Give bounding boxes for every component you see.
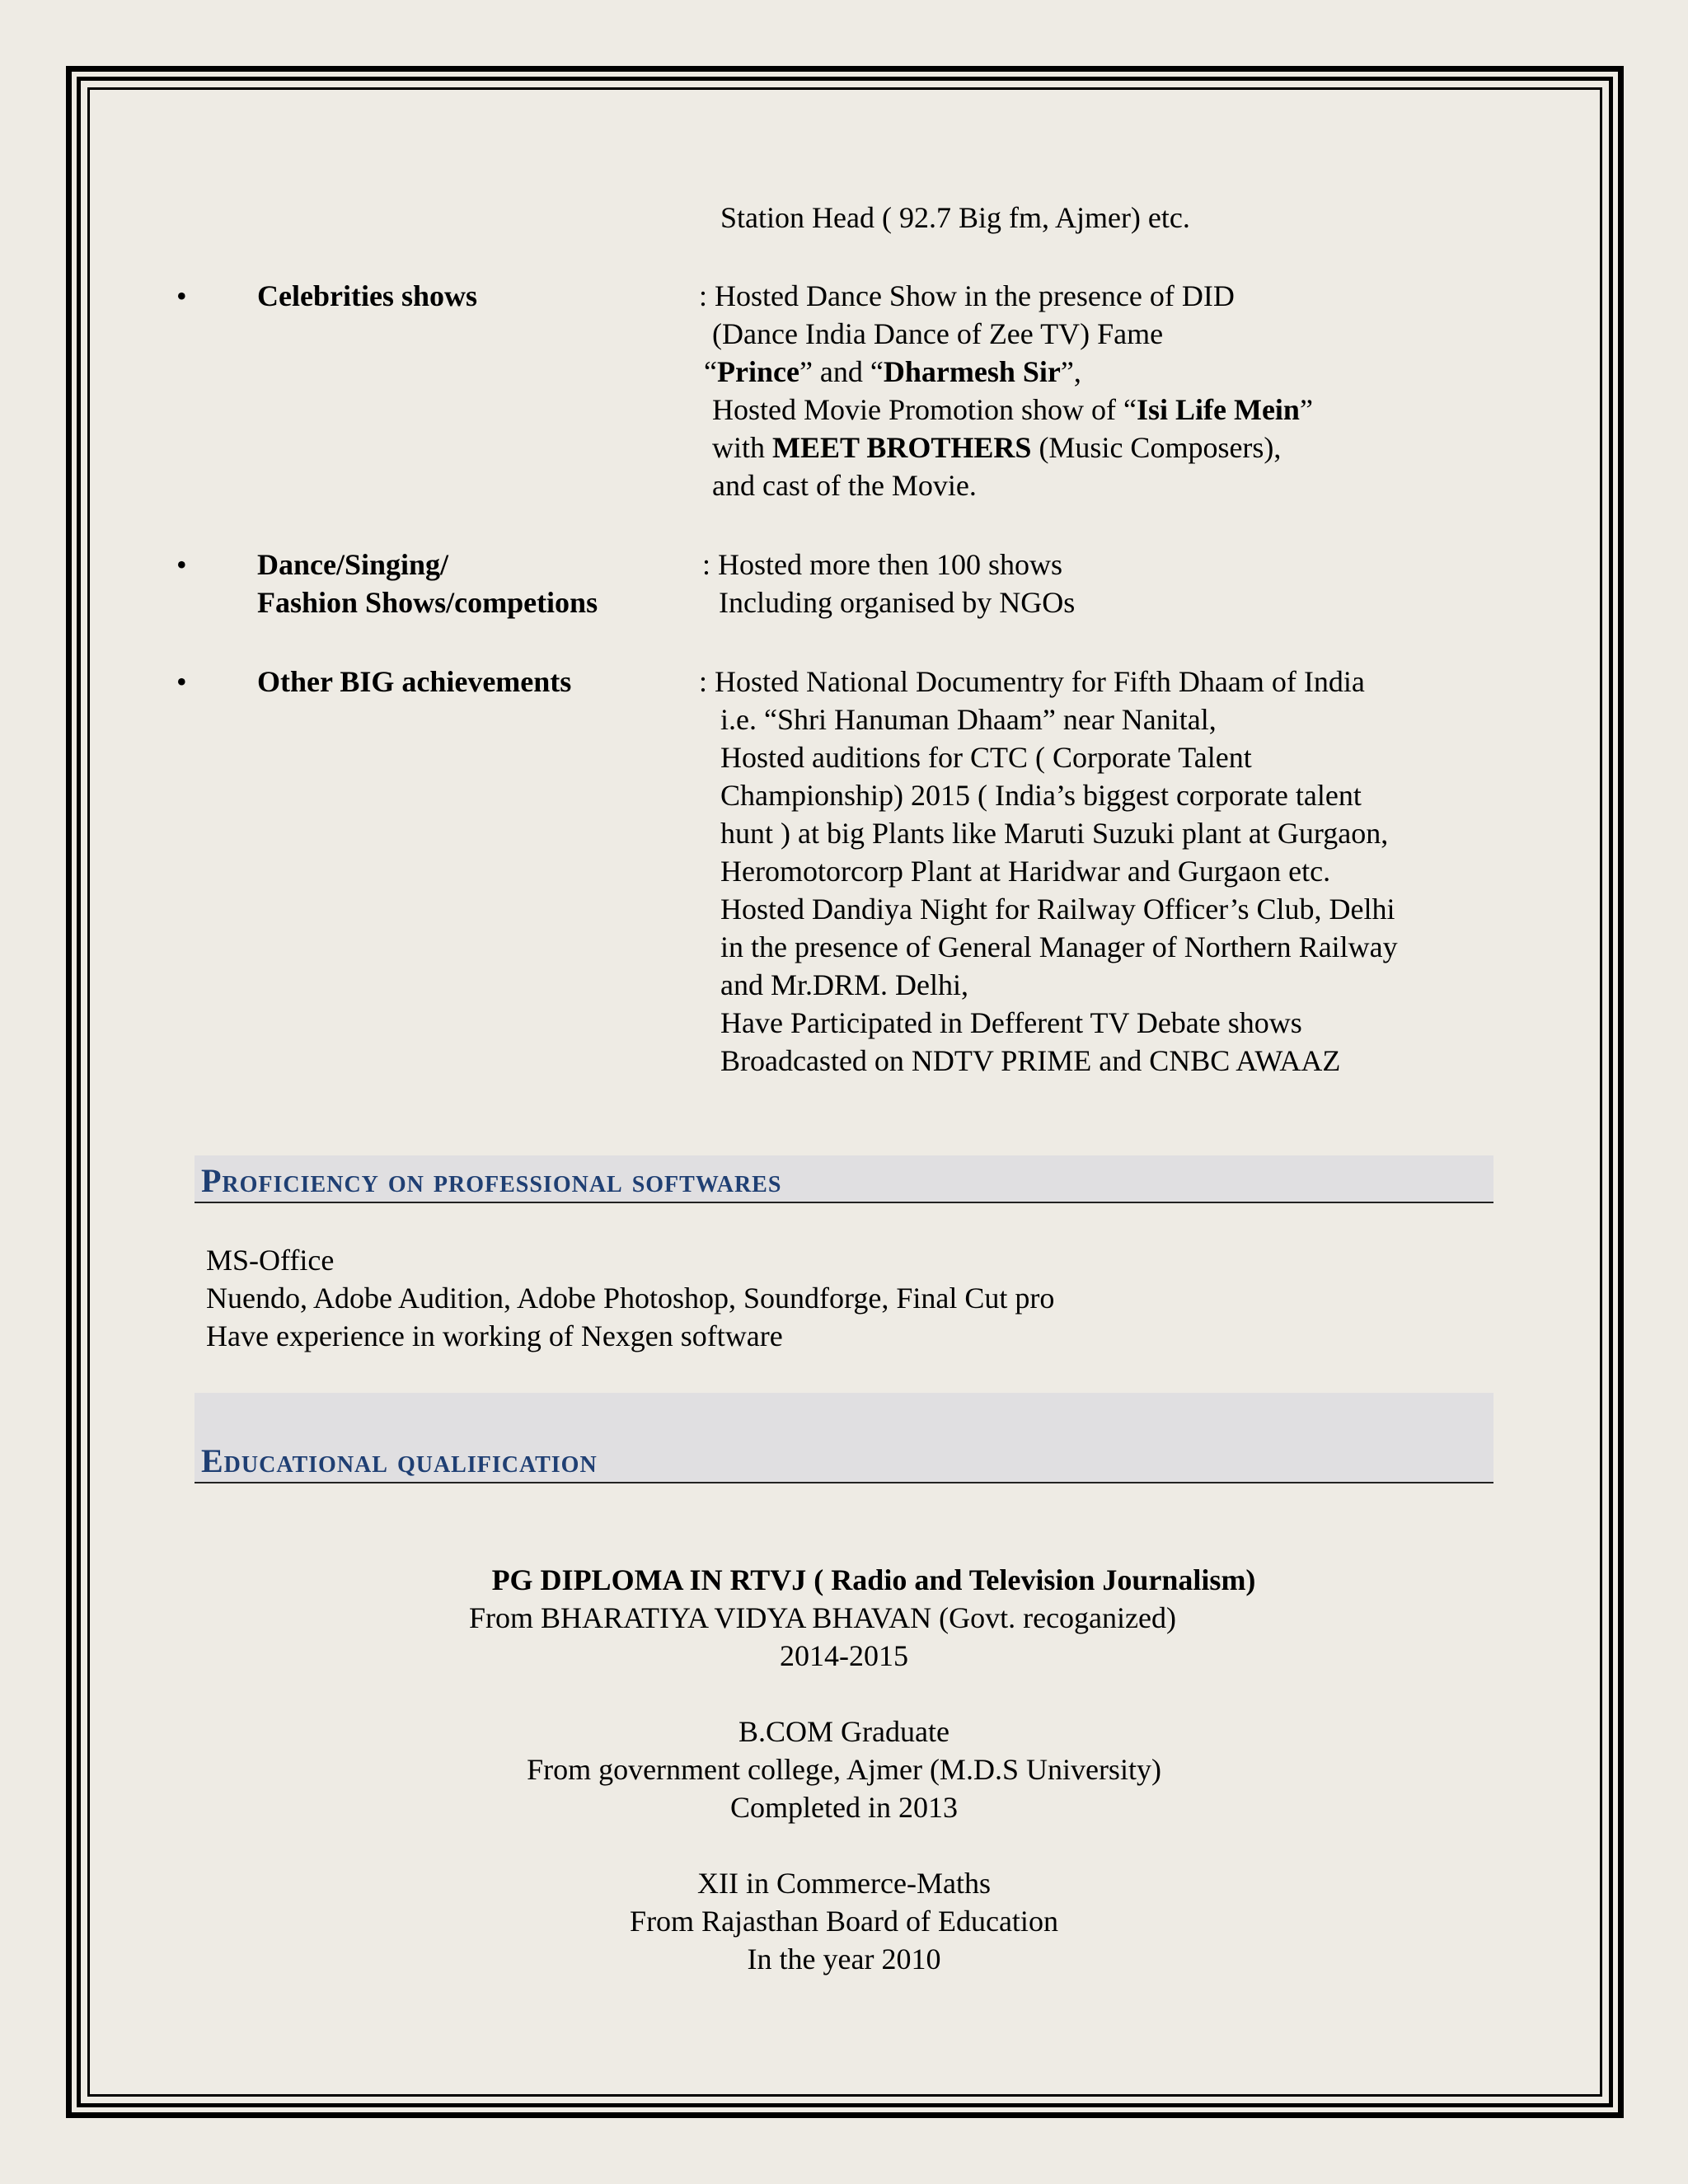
achievement-detail: Championship) 2015 ( India’s biggest corporate talent xyxy=(720,779,1362,812)
education-degree: XII in Commerce-Maths xyxy=(697,1867,991,1900)
education-year: 2014-2015 xyxy=(780,1639,908,1672)
achievement-detail: i.e. “Shri Hanuman Dhaam” near Nanital, xyxy=(720,703,1217,736)
section-heading-software: Proficiency on professional softwares xyxy=(201,1162,782,1199)
achievement-detail: : Hosted Dance Show in the presence of DID xyxy=(699,279,1235,312)
achievement-detail: and cast of the Movie. xyxy=(712,469,977,502)
section-heading-education: Educational qualification xyxy=(201,1442,598,1479)
education-institution: From BHARATIYA VIDYA BHAVAN (Govt. recoganized) xyxy=(469,1601,1176,1634)
education-degree: B.COM Graduate xyxy=(738,1715,950,1748)
achievement-detail-rich: with MEET BROTHERS (Music Composers), xyxy=(712,431,1282,464)
bullet: • xyxy=(176,279,187,312)
achievement-detail: in the presence of General Manager of Northern Railway xyxy=(720,930,1398,963)
achievement-label: Dance/Singing/ xyxy=(257,548,449,581)
continuation-line: Station Head ( 92.7 Big fm, Ajmer) etc. xyxy=(720,201,1190,234)
education-institution: From government college, Ajmer (M.D.S University) xyxy=(527,1753,1161,1786)
achievement-detail: hunt ) at big Plants like Maruti Suzuki plant at Gurgaon, xyxy=(720,817,1389,850)
achievement-detail-rich: “Prince” and “Dharmesh Sir”, xyxy=(704,355,1081,388)
software-line: Nuendo, Adobe Audition, Adobe Photoshop, Soundforge, Final Cut pro xyxy=(206,1282,1055,1315)
achievement-label: Celebrities shows xyxy=(257,279,477,312)
achievement-detail: Hosted Dandiya Night for Railway Officer’s Club, Delhi xyxy=(720,893,1395,926)
achievement-detail: Hosted auditions for CTC ( Corporate Talent xyxy=(720,741,1252,774)
achievement-detail: Heromotorcorp Plant at Haridwar and Gurgaon etc. xyxy=(720,855,1331,888)
achievement-detail: and Mr.DRM. Delhi, xyxy=(720,968,968,1001)
bullet: • xyxy=(176,548,187,581)
achievement-label: Fashion Shows/competions xyxy=(257,586,598,619)
achievement-detail: Including organised by NGOs xyxy=(719,586,1076,619)
education-year: Completed in 2013 xyxy=(730,1791,958,1824)
education-year: In the year 2010 xyxy=(747,1943,941,1975)
achievement-detail: Broadcasted on NDTV PRIME and CNBC AWAAZ xyxy=(720,1044,1341,1077)
achievement-detail: : Hosted National Documentry for Fifth Dhaam of India xyxy=(699,665,1365,698)
achievement-detail: Have Participated in Defferent TV Debate shows xyxy=(720,1006,1302,1039)
software-line: Have experience in working of Nexgen software xyxy=(206,1319,783,1352)
education-degree: PG DIPLOMA IN RTVJ ( Radio and Television Journalism) xyxy=(491,1563,1256,1596)
achievement-detail-rich: Hosted Movie Promotion show of “Isi Life Mein” xyxy=(712,393,1313,426)
software-line: MS-Office xyxy=(206,1244,335,1277)
achievement-detail: (Dance India Dance of Zee TV) Fame xyxy=(712,317,1164,350)
bullet: • xyxy=(176,665,187,698)
achievement-label: Other BIG achievements xyxy=(257,665,572,698)
education-institution: From Rajasthan Board of Education xyxy=(630,1905,1058,1938)
achievement-detail: : Hosted more then 100 shows xyxy=(702,548,1062,581)
